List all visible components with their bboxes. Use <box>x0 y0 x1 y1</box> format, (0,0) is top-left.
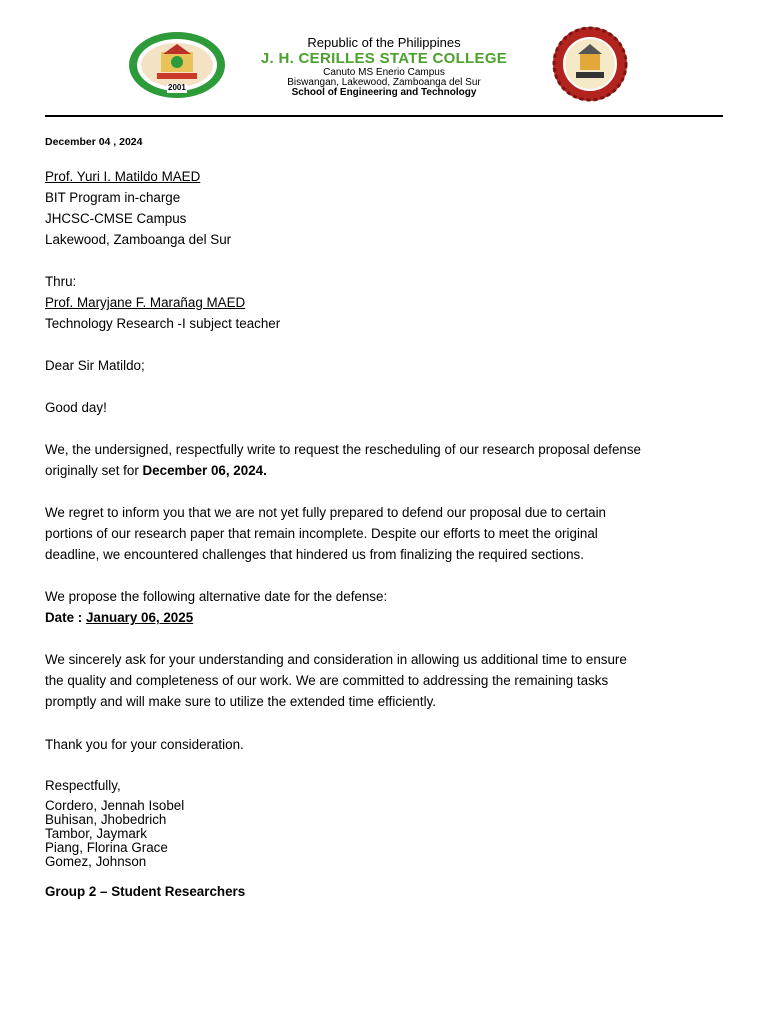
signatory-5: Gomez, Johnson <box>45 854 147 869</box>
header-divider <box>45 115 723 117</box>
para2-line3: deadline, we encountered challenges that hindered us from finalizing the required sections. <box>45 547 584 562</box>
para3-line1: We propose the following alternative date for the defense: <box>45 589 388 604</box>
signatory-4: Piang, Florina Grace <box>45 840 168 855</box>
para4-line3: promptly and will make sure to utilize the extended time efficiently. <box>45 694 436 709</box>
para2-line2: portions of our research paper that remain incomplete. Despite our efforts to meet the original <box>45 526 598 541</box>
para4-line1: We sincerely ask for your understanding and consideration in allowing us additional time to ensure <box>45 652 627 667</box>
salutation: Dear Sir Matildo; <box>45 358 145 373</box>
signatory-3: Tambor, Jaymark <box>45 826 147 841</box>
closing-line: Respectfully, <box>45 778 121 793</box>
thru-name: Prof. Maryjane F. Marañag MAED <box>45 295 246 310</box>
proposed-date-label: Date : <box>45 610 86 625</box>
greeting: Good day! <box>45 400 107 415</box>
thanks-line: Thank you for your consideration. <box>45 737 244 752</box>
original-defense-date: December 06, 2024. <box>142 463 267 478</box>
proposed-date-value: January 06, 2025 <box>85 610 194 625</box>
signatory-1: Cordero, Jennah Isobel <box>45 798 185 813</box>
recipient-name: Prof. Yuri I. Matildo MAED <box>45 169 201 184</box>
engineering-seal-icon <box>542 26 638 102</box>
recipient-campus: JHCSC-CMSE Campus <box>45 211 187 226</box>
letter-date: December 04 , 2024 <box>45 136 143 148</box>
para1-line1: We, the undersigned, respectfully write to request the rescheduling of our research proposal defense <box>45 442 641 457</box>
republic-line: Republic of the Philippines <box>307 35 461 50</box>
para1-line2 <box>45 460 267 481</box>
thru-label: Thru: <box>45 274 77 289</box>
proposed-date-line <box>45 607 193 628</box>
signatory-2: Buhisan, Jhobedrich <box>45 812 167 827</box>
recipient-address: Lakewood, Zamboanga del Sur <box>45 232 232 247</box>
left-logo-year: 2001 <box>168 83 186 92</box>
recipient-position: BIT Program in-charge <box>45 190 181 205</box>
para2-line1: We regret to inform you that we are not yet fully prepared to defend our proposal due to certain <box>45 505 606 520</box>
college-name: J. H. CERILLES STATE COLLEGE <box>260 50 508 67</box>
school-line: School of Engineering and Technology <box>291 87 477 98</box>
para4-line2: the quality and completeness of our work. We are committed to addressing the remaining tasks <box>45 673 609 688</box>
address-line: Biswangan, Lakewood, Zamboanga del Sur <box>287 77 481 88</box>
para1-line2-prefix: originally set for <box>45 463 143 478</box>
group-label: Group 2 – Student Researchers <box>45 884 246 899</box>
thru-position: Technology Research -I subject teacher <box>45 316 281 331</box>
campus-line: Canuto MS Enerio Campus <box>323 67 445 78</box>
